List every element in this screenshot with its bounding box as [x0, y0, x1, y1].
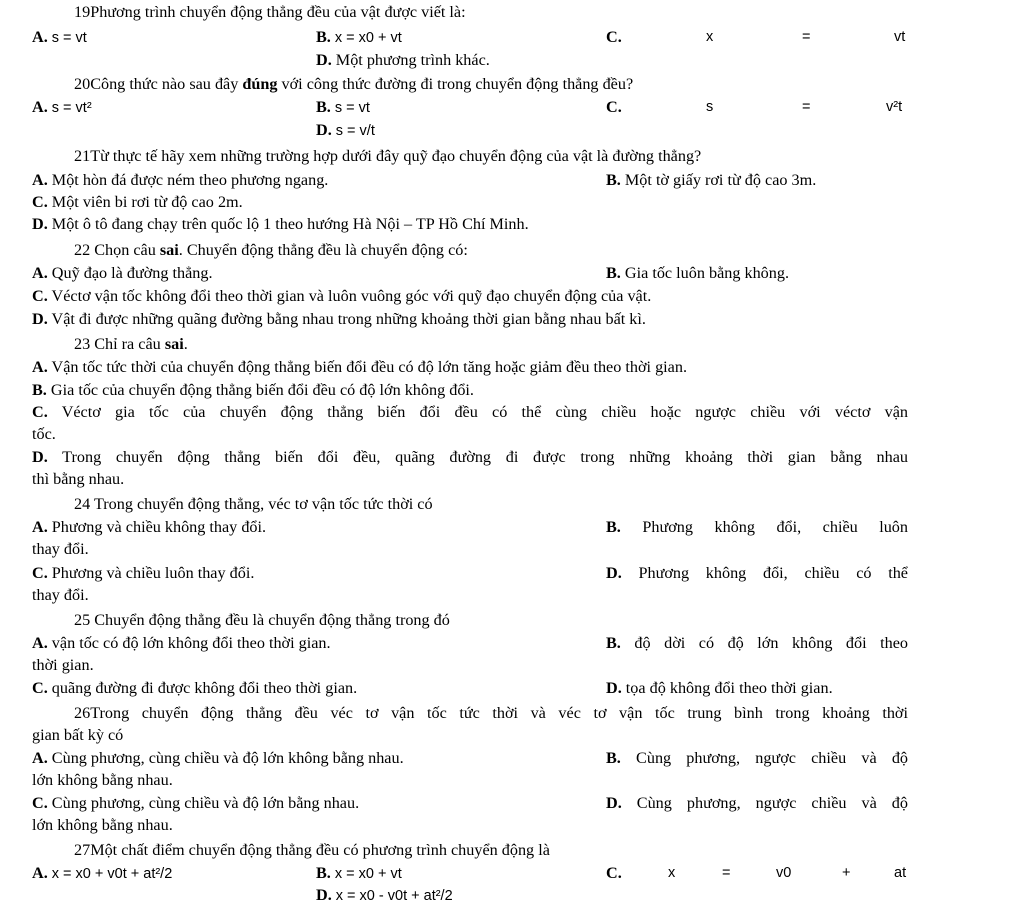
q22-option-c: C. Véctơ vận tốc không đổi theo thời gian và luôn vuông góc với quỹ đạo chuyển động của vật. [32, 287, 652, 305]
question-27: 27Một chất điểm chuyển động thẳng đều có phương trình chuyển động là [74, 841, 550, 859]
q20-option-a: A. s = vt² [32, 98, 92, 116]
q25-option-a: A. vận tốc có độ lớn không đổi theo thời gian. [32, 634, 331, 652]
question-24: 24 Trong chuyển động thẳng, véc tơ vận tốc tức thời có [74, 495, 433, 513]
question-22: 22 Chọn câu sai. Chuyển động thẳng đều là chuyển động có: [74, 241, 468, 259]
q25-option-b: B. độ dời có độ lớn không đổi theo [606, 634, 909, 652]
q24-option-c-cont: thay đổi. [32, 586, 89, 604]
q20-option-d: D. s = v/t [316, 121, 375, 139]
question-25: 25 Chuyển động thẳng đều là chuyển động thẳng trong đó [74, 611, 450, 629]
question-23: 23 Chỉ ra câu sai. [74, 335, 188, 353]
question-26: 26Trong chuyển động thẳng đều véc tơ vận tốc tức thời và véc tơ vận tốc trung bình trong khoảng thời [74, 704, 908, 722]
q24-option-b: B. Phương không đổi, chiều luôn [606, 518, 908, 536]
question-19: 19Phương trình chuyển động thẳng đều của vật được viết là: [74, 3, 466, 21]
q26-option-a: A. Cùng phương, cùng chiều và độ lớn không bằng nhau. [32, 749, 404, 767]
q26-option-a-cont: lớn không bằng nhau. [32, 771, 173, 789]
q23-option-d-cont: thì bằng nhau. [32, 470, 125, 488]
q26-option-b: B. Cùng phương, ngược chiều và độ [606, 749, 909, 767]
q24-option-c: C. Phương và chiều luôn thay đổi. [32, 564, 255, 582]
q24-option-a: A. Phương và chiều không thay đổi. [32, 518, 267, 536]
q23-option-c-cont: tốc. [32, 425, 56, 443]
q21-option-c: C. Một viên bi rơi từ độ cao 2m. [32, 193, 243, 211]
q22-option-d: D. Vật đi được những quãng đường bằng nhau trong những khoảng thời gian bằng nhau bất kì. [32, 310, 646, 328]
q21-option-a: A. Một hòn đá được ném theo phương ngang. [32, 171, 329, 189]
q26-option-c-cont: lớn không bằng nhau. [32, 816, 173, 834]
q19-option-d: D. Một phương trình khác. [316, 51, 490, 69]
q19-option-b: B. x = x0 + vt [316, 28, 402, 46]
q27-option-d: D. x = x0 - v0t + at²/2 [316, 886, 453, 904]
q21-option-d: D. Một ô tô đang chạy trên quốc lộ 1 theo hướng Hà Nội – TP Hồ Chí Minh. [32, 215, 529, 233]
q24-option-a-cont: thay đổi. [32, 540, 89, 558]
q22-option-b: B. Gia tốc luôn bằng không. [606, 264, 790, 282]
q25-option-d: D. tọa độ không đổi theo thời gian. [606, 679, 833, 697]
q27-option-c: C. x = v0 + at [606, 864, 907, 882]
q27-option-a: A. x = x0 + v0t + at²/2 [32, 864, 173, 882]
q19-option-a: A. s = vt [32, 28, 87, 46]
question-20: 20Công thức nào sau đây đúng với công thức đường đi trong chuyển động thẳng đều? [74, 75, 634, 93]
question-21: 21Từ thực tế hãy xem những trường hợp dưới đây quỹ đạo chuyển động của vật là đường thẳng? [74, 147, 702, 165]
q27-option-b: B. x = x0 + vt [316, 864, 402, 882]
q26-option-c: C. Cùng phương, cùng chiều và độ lớn bằng nhau. [32, 794, 360, 812]
q23-option-c: C. Véctơ gia tốc của chuyển động thẳng biến đổi đều có thể cùng chiều hoặc ngược chiều với véctơ vận [32, 403, 908, 421]
q20-option-c: C. s = v²t [606, 98, 903, 116]
q23-option-b: B. Gia tốc của chuyển động thẳng biến đổi đều có độ lớn không đổi. [32, 381, 474, 399]
q19-option-c: C. x = vt [606, 28, 906, 46]
q23-option-d: D. Trong chuyển động thẳng biến đổi đều, quãng đường đi được trong những khoảng thời gian bằng nhau [32, 448, 908, 466]
q23-option-a: A. Vận tốc tức thời của chuyển động thẳng biến đổi đều có độ lớn tăng hoặc giảm đều theo thời gian. [32, 358, 687, 376]
q20-option-b: B. s = vt [316, 98, 370, 116]
q21-option-b: B. Một tờ giấy rơi từ độ cao 3m. [606, 171, 817, 189]
q25-option-c: C. quãng đường đi được không đổi theo thời gian. [32, 679, 358, 697]
q25-option-a-cont: thời gian. [32, 656, 94, 674]
question-26-cont: gian bất kỳ có [32, 726, 124, 744]
q22-option-a: A. Quỹ đạo là đường thẳng. [32, 264, 213, 282]
q26-option-d: D. Cùng phương, ngược chiều và độ [606, 794, 908, 812]
q24-option-d: D. Phương không đổi, chiều có thể [606, 564, 908, 582]
